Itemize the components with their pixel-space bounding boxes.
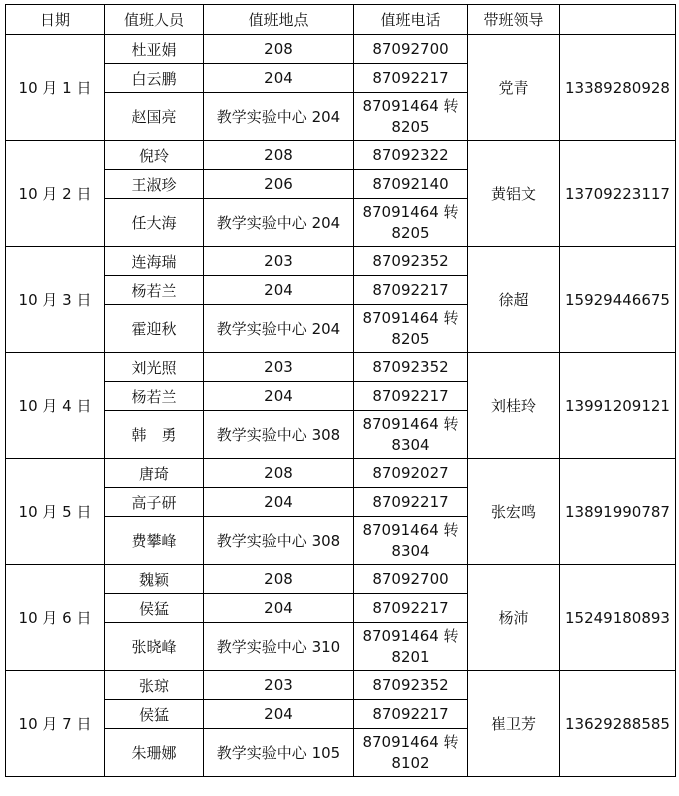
table-row [6, 459, 676, 488]
duty-phone: 87091464 转 8102 [354, 729, 468, 777]
duty-place: 204 [204, 276, 354, 305]
header-duty-location: 值班地点 [204, 5, 354, 35]
leader-phone: 13389280928 [560, 35, 676, 141]
table-row [6, 35, 676, 64]
duty-place: 206 [204, 170, 354, 199]
duty-phone: 87092700 [354, 565, 468, 594]
duty-place: 204 [204, 594, 354, 623]
header-leader-phone [560, 5, 676, 35]
date-cell: 10 月 5 日 [6, 459, 105, 565]
header-date: 日期 [6, 5, 105, 35]
date-cell: 10 月 7 日 [6, 671, 105, 777]
duty-person: 任大海 [105, 199, 204, 247]
duty-phone: 87092217 [354, 594, 468, 623]
duty-place: 教学实验中心 308 [204, 517, 354, 565]
duty-person: 费攀峰 [105, 517, 204, 565]
leader-phone: 15929446675 [560, 247, 676, 353]
duty-phone: 87092352 [354, 671, 468, 700]
leader-phone: 13629288585 [560, 671, 676, 777]
leader-name: 黄铝文 [468, 141, 560, 247]
duty-person: 朱珊娜 [105, 729, 204, 777]
duty-place: 203 [204, 353, 354, 382]
duty-phone: 87092700 [354, 35, 468, 64]
date-cell: 10 月 1 日 [6, 35, 105, 141]
date-cell: 10 月 4 日 [6, 353, 105, 459]
duty-person: 张晓峰 [105, 623, 204, 671]
duty-place: 208 [204, 141, 354, 170]
duty-phone: 87092027 [354, 459, 468, 488]
duty-place: 203 [204, 671, 354, 700]
duty-phone: 87092217 [354, 700, 468, 729]
duty-place: 教学实验中心 105 [204, 729, 354, 777]
duty-place: 教学实验中心 204 [204, 199, 354, 247]
duty-person: 霍迎秋 [105, 305, 204, 353]
duty-person: 魏颖 [105, 565, 204, 594]
table-row [6, 141, 676, 170]
duty-phone: 87092322 [354, 141, 468, 170]
leader-name: 杨沛 [468, 565, 560, 671]
duty-person: 白云鹏 [105, 64, 204, 93]
header-duty-phone: 值班电话 [354, 5, 468, 35]
duty-phone: 87092352 [354, 247, 468, 276]
table-row [6, 247, 676, 276]
table-row [6, 671, 676, 700]
duty-place: 208 [204, 35, 354, 64]
duty-person: 倪玲 [105, 141, 204, 170]
leader-phone: 13709223117 [560, 141, 676, 247]
leader-name: 徐超 [468, 247, 560, 353]
header-leader: 带班领导 [468, 5, 560, 35]
duty-phone: 87091464 转 8304 [354, 517, 468, 565]
duty-place: 204 [204, 382, 354, 411]
duty-person: 杨若兰 [105, 276, 204, 305]
duty-phone: 87092217 [354, 276, 468, 305]
duty-person: 高子研 [105, 488, 204, 517]
duty-place: 教学实验中心 204 [204, 93, 354, 141]
table-row [6, 565, 676, 594]
duty-person: 张琼 [105, 671, 204, 700]
duty-phone: 87091464 转 8201 [354, 623, 468, 671]
table-row [6, 353, 676, 382]
duty-person: 连海瑞 [105, 247, 204, 276]
duty-phone: 87091464 转 8304 [354, 411, 468, 459]
header-row [6, 5, 676, 35]
duty-place: 208 [204, 459, 354, 488]
duty-place: 204 [204, 488, 354, 517]
duty-place: 教学实验中心 310 [204, 623, 354, 671]
duty-place: 203 [204, 247, 354, 276]
duty-place: 教学实验中心 204 [204, 305, 354, 353]
duty-place: 204 [204, 64, 354, 93]
duty-phone: 87092217 [354, 488, 468, 517]
duty-person: 唐琦 [105, 459, 204, 488]
duty-person: 杜亚娟 [105, 35, 204, 64]
duty-person: 赵国亮 [105, 93, 204, 141]
leader-phone: 13991209121 [560, 353, 676, 459]
leader-phone: 15249180893 [560, 565, 676, 671]
duty-person: 韩 勇 [105, 411, 204, 459]
duty-phone: 87091464 转 8205 [354, 199, 468, 247]
duty-phone: 87092217 [354, 382, 468, 411]
duty-person: 杨若兰 [105, 382, 204, 411]
duty-person: 刘光照 [105, 353, 204, 382]
leader-name: 刘桂玲 [468, 353, 560, 459]
header-duty-staff: 值班人员 [105, 5, 204, 35]
duty-place: 204 [204, 700, 354, 729]
duty-place: 208 [204, 565, 354, 594]
duty-phone: 87092140 [354, 170, 468, 199]
duty-person: 侯猛 [105, 594, 204, 623]
duty-phone: 87091464 转 8205 [354, 305, 468, 353]
date-cell: 10 月 6 日 [6, 565, 105, 671]
duty-phone: 87092352 [354, 353, 468, 382]
leader-name: 张宏鸣 [468, 459, 560, 565]
leader-name: 党青 [468, 35, 560, 141]
date-cell: 10 月 2 日 [6, 141, 105, 247]
leader-name: 崔卫芳 [468, 671, 560, 777]
duty-place: 教学实验中心 308 [204, 411, 354, 459]
duty-person: 王淑珍 [105, 170, 204, 199]
duty-person: 侯猛 [105, 700, 204, 729]
leader-phone: 13891990787 [560, 459, 676, 565]
date-cell: 10 月 3 日 [6, 247, 105, 353]
duty-phone: 87091464 转 8205 [354, 93, 468, 141]
duty-phone: 87092217 [354, 64, 468, 93]
duty-schedule-table [5, 4, 676, 777]
